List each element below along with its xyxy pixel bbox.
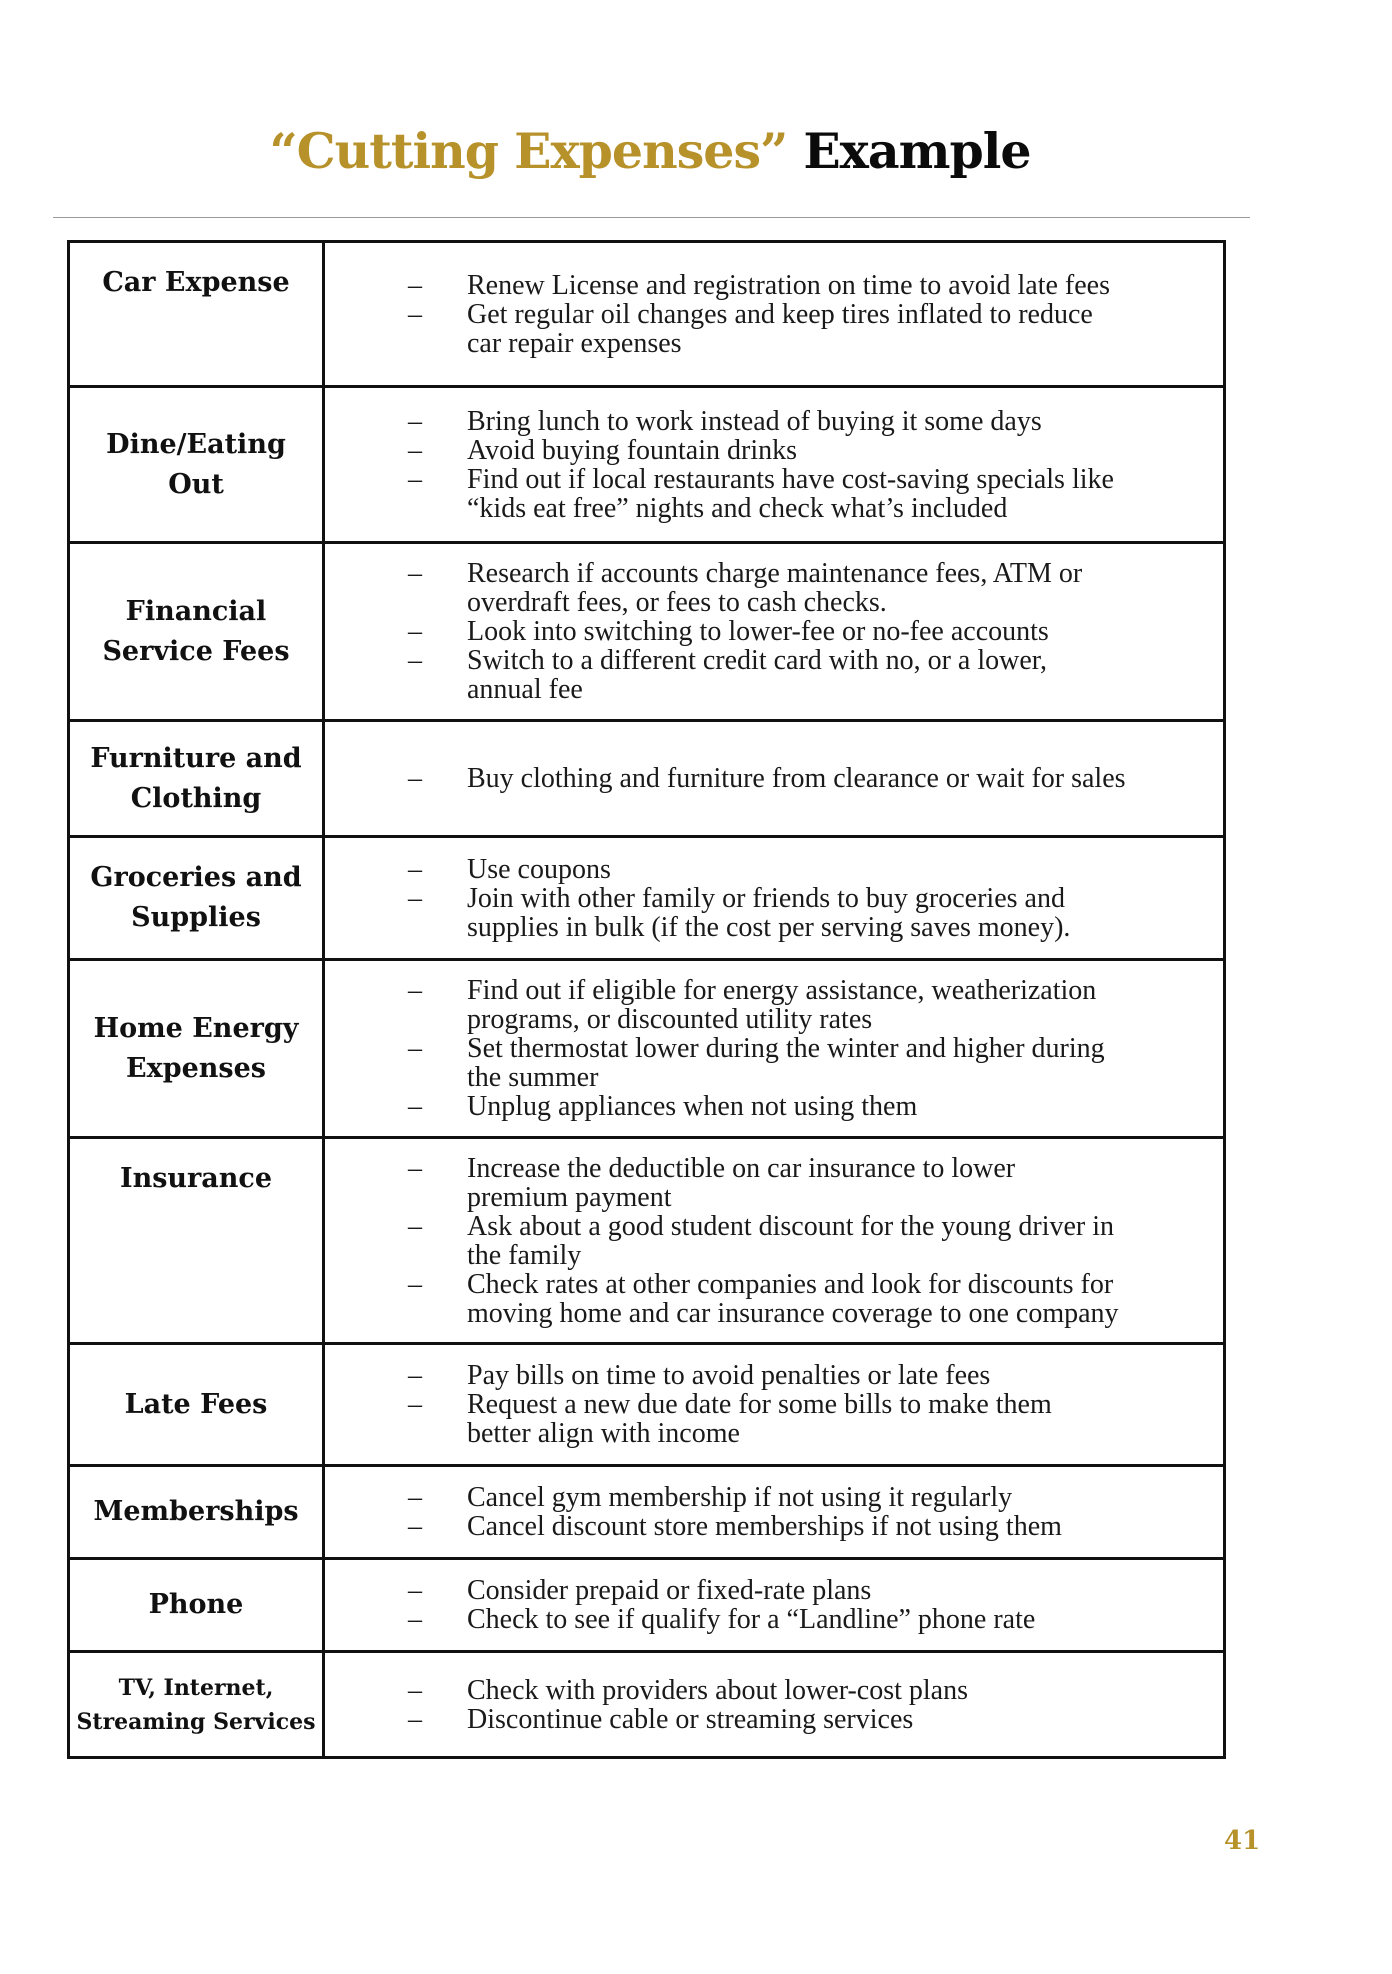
category-label-line: Insurance xyxy=(119,1163,273,1194)
tips-cell xyxy=(324,960,1225,1138)
tip-text: Buy clothing and furniture from clearance or wait for sales xyxy=(467,763,1126,794)
tip-item-continuation xyxy=(467,1063,1223,1092)
tips-cell xyxy=(324,721,1225,837)
tip-text: “kids eat free” nights and check what’s included xyxy=(467,492,1008,524)
tip-item-continuation xyxy=(467,1241,1223,1270)
category-label-line: Car Expense xyxy=(102,267,290,298)
tip-list xyxy=(408,853,1223,943)
tip-item xyxy=(408,298,1223,330)
category-cell xyxy=(69,837,324,960)
category-cell xyxy=(69,242,324,387)
tip-item xyxy=(408,1268,1223,1300)
tip-item xyxy=(408,405,1223,437)
category-label-line: Supplies xyxy=(131,902,261,933)
category-label-line: Dine/Eating xyxy=(106,428,286,460)
tip-item xyxy=(408,645,1223,676)
category-cell xyxy=(69,1344,324,1466)
table-row xyxy=(69,837,1225,960)
dash-bullet-icon: – xyxy=(408,434,422,466)
category-label-line: Streaming Services xyxy=(76,1708,316,1735)
dash-bullet-icon: – xyxy=(408,558,422,589)
tip-item-continuation xyxy=(467,1299,1223,1328)
tip-text: Find out if local restaurants have cost-saving specials like xyxy=(467,463,1114,495)
dash-bullet-icon: – xyxy=(408,1604,422,1635)
category-label-line: Phone xyxy=(148,1589,244,1620)
tip-text: Check with providers about lower-cost plans xyxy=(467,1674,968,1706)
title-close-quote: ” xyxy=(760,122,788,180)
tip-text: Ask about a good student discount for the young driver in xyxy=(467,1210,1115,1242)
tip-list xyxy=(408,975,1223,1122)
tip-text: overdraft fees, or fees to cash checks. xyxy=(467,587,887,618)
tip-text: Cancel discount store memberships if not using them xyxy=(467,1511,1062,1542)
dash-bullet-icon: – xyxy=(408,1575,422,1606)
tip-list xyxy=(408,1152,1223,1329)
page-number: 41 xyxy=(1224,1826,1261,1856)
tip-text: Join with other family or friends to buy groceries and xyxy=(467,882,1065,914)
category-label-line: Clothing xyxy=(130,782,262,814)
tip-item xyxy=(408,434,1223,466)
tip-text: Get regular oil changes and keep tires inflated to reduce xyxy=(467,298,1093,330)
category-label-line: Expenses xyxy=(126,1052,266,1084)
tip-item xyxy=(408,463,1223,495)
category-cell xyxy=(69,960,324,1138)
category-cell xyxy=(69,543,324,721)
tips-cell xyxy=(324,242,1225,387)
tip-text: better align with income xyxy=(467,1418,740,1449)
table-row xyxy=(69,543,1225,721)
dash-bullet-icon: – xyxy=(408,1360,422,1391)
tips-cell xyxy=(324,837,1225,960)
tips-cell xyxy=(324,1652,1225,1758)
tip-item xyxy=(408,1575,1223,1606)
table-row xyxy=(69,242,1225,387)
tips-cell xyxy=(324,1344,1225,1466)
tip-item xyxy=(408,1389,1223,1420)
tip-item xyxy=(408,616,1223,647)
tip-text: Set thermostat lower during the winter and higher during xyxy=(467,1033,1105,1064)
table-row xyxy=(69,1559,1225,1652)
dash-bullet-icon: – xyxy=(408,853,422,885)
tip-item-continuation xyxy=(467,1183,1223,1212)
category-cell xyxy=(69,1559,324,1652)
dash-bullet-icon: – xyxy=(408,616,422,647)
tip-text: Check to see if qualify for a “Landline” phone rate xyxy=(467,1604,1036,1635)
dash-bullet-icon: – xyxy=(408,1674,422,1706)
tip-text: Find out if eligible for energy assistance, weatherization xyxy=(467,975,1097,1006)
table-row xyxy=(69,1138,1225,1344)
tip-list xyxy=(408,269,1223,359)
dash-bullet-icon: – xyxy=(408,405,422,437)
tip-text: moving home and car insurance coverage to one company xyxy=(467,1297,1119,1329)
tip-item-continuation xyxy=(467,1005,1223,1034)
tip-item xyxy=(408,1152,1223,1184)
dash-bullet-icon: – xyxy=(408,1389,422,1420)
dash-bullet-icon: – xyxy=(408,763,422,794)
table-row xyxy=(69,1344,1225,1466)
tips-cell xyxy=(324,1466,1225,1559)
tip-item xyxy=(408,1604,1223,1635)
tip-text: car repair expenses xyxy=(467,327,682,359)
category-cell xyxy=(69,1652,324,1758)
tip-item xyxy=(408,1674,1223,1706)
category-cell xyxy=(69,387,324,543)
tip-item xyxy=(408,1703,1223,1735)
category-label-line: Groceries and xyxy=(90,862,302,893)
tip-item xyxy=(408,1511,1223,1542)
tip-text: Request a new due date for some bills to make them xyxy=(467,1389,1052,1420)
tip-text: Avoid buying fountain drinks xyxy=(467,434,798,466)
tip-text: Renew License and registration on time to avoid late fees xyxy=(467,269,1111,301)
dash-bullet-icon: – xyxy=(408,298,422,330)
category-cell xyxy=(69,1466,324,1559)
dash-bullet-icon: – xyxy=(408,1268,422,1300)
tip-item xyxy=(408,763,1223,794)
tips-cell xyxy=(324,1559,1225,1652)
tip-item-continuation xyxy=(467,329,1223,358)
title-accent: Cutting Expenses xyxy=(296,122,761,180)
tip-text: Unplug appliances when not using them xyxy=(467,1091,918,1122)
category-label-line: Service Fees xyxy=(102,635,290,667)
tip-item xyxy=(408,1482,1223,1513)
tip-text: Switch to a different credit card with no, or a lower, xyxy=(467,645,1047,676)
tip-item xyxy=(408,1360,1223,1391)
tip-text: supplies in bulk (if the cost per serving saves money). xyxy=(467,911,1071,943)
category-label-line: Out xyxy=(168,468,224,500)
category-label-line: Late Fees xyxy=(124,1388,268,1420)
table-row xyxy=(69,960,1225,1138)
title-open-quote: “ xyxy=(269,122,297,180)
tip-item xyxy=(408,558,1223,589)
tip-text: the family xyxy=(467,1239,582,1271)
dash-bullet-icon: – xyxy=(408,882,422,914)
category-cell xyxy=(69,721,324,837)
tip-list xyxy=(408,1575,1223,1635)
tip-item xyxy=(408,853,1223,885)
tip-text: Increase the deductible on car insurance to lower xyxy=(467,1152,1016,1184)
category-label-line: Furniture and xyxy=(90,742,302,774)
tips-cell xyxy=(324,387,1225,543)
tip-item xyxy=(408,882,1223,914)
tip-list xyxy=(408,1674,1223,1735)
category-label-line: Financial xyxy=(125,595,267,627)
tip-text: premium payment xyxy=(467,1181,672,1213)
table-row xyxy=(69,1466,1225,1559)
dash-bullet-icon: – xyxy=(408,1703,422,1735)
tip-list xyxy=(408,1360,1223,1449)
tip-text: programs, or discounted utility rates xyxy=(467,1004,873,1035)
table-row xyxy=(69,387,1225,543)
tip-item-continuation xyxy=(467,588,1223,617)
tip-item-continuation xyxy=(467,494,1223,523)
title-rest: Example xyxy=(787,122,1031,180)
tip-text: Look into switching to lower-fee or no-fee accounts xyxy=(467,616,1049,647)
tip-item xyxy=(408,1210,1223,1242)
tip-list xyxy=(408,763,1223,794)
dash-bullet-icon: – xyxy=(408,269,422,301)
tip-text: Cancel gym membership if not using it regularly xyxy=(467,1482,1013,1513)
dash-bullet-icon: – xyxy=(408,645,422,676)
tips-cell xyxy=(324,543,1225,721)
tip-item xyxy=(408,1091,1223,1122)
expenses-table xyxy=(67,240,1226,1759)
tip-item-continuation xyxy=(467,913,1223,942)
category-cell xyxy=(69,1138,324,1344)
page-title xyxy=(0,122,1300,180)
table-row xyxy=(69,721,1225,837)
tip-item-continuation xyxy=(467,675,1223,704)
dash-bullet-icon: – xyxy=(408,1511,422,1542)
expenses-table-body xyxy=(69,242,1225,1758)
tip-list xyxy=(408,405,1223,524)
dash-bullet-icon: – xyxy=(408,1152,422,1184)
tip-item-continuation xyxy=(467,1419,1223,1448)
tip-text: annual fee xyxy=(467,674,583,705)
title-divider xyxy=(53,217,1250,218)
tip-text: Use coupons xyxy=(467,853,611,885)
table-row xyxy=(69,1652,1225,1758)
dash-bullet-icon: – xyxy=(408,1210,422,1242)
tip-item xyxy=(408,1033,1223,1064)
dash-bullet-icon: – xyxy=(408,1482,422,1513)
tips-cell xyxy=(324,1138,1225,1344)
tip-text: Consider prepaid or fixed-rate plans xyxy=(467,1575,872,1606)
dash-bullet-icon: – xyxy=(408,1033,422,1064)
tip-list xyxy=(408,1482,1223,1542)
category-label-line: TV, Internet, xyxy=(118,1674,274,1701)
category-label-line: Home Energy xyxy=(93,1012,299,1044)
tip-text: Pay bills on time to avoid penalties or late fees xyxy=(467,1360,991,1391)
tip-text: Research if accounts charge maintenance fees, ATM or xyxy=(467,558,1083,589)
tip-text: Bring lunch to work instead of buying it some days xyxy=(467,405,1042,437)
tip-list xyxy=(408,558,1223,705)
tip-item xyxy=(408,975,1223,1006)
tip-item xyxy=(408,269,1223,301)
tip-text: Discontinue cable or streaming services xyxy=(467,1703,914,1735)
dash-bullet-icon: – xyxy=(408,1091,422,1122)
dash-bullet-icon: – xyxy=(408,463,422,495)
tip-text: Check rates at other companies and look for discounts for xyxy=(467,1268,1114,1300)
tip-text: the summer xyxy=(467,1062,599,1093)
dash-bullet-icon: – xyxy=(408,975,422,1006)
category-label-line: Memberships xyxy=(93,1496,299,1527)
